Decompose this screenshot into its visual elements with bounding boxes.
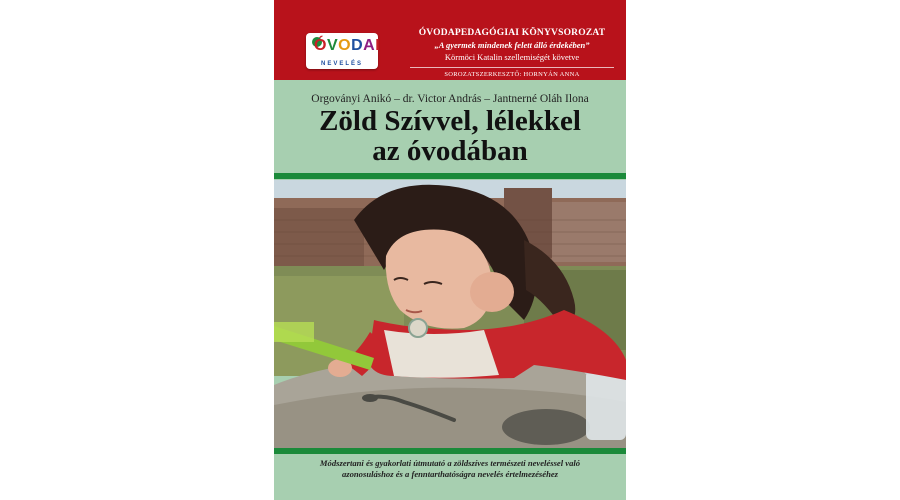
cover-subtitle-line2: azonosuláshoz és a fenntarthatóságra nevelés értelmezéséhez	[341, 469, 559, 479]
cover-photo	[274, 180, 626, 448]
series-motto: „A gyermek mindenek felett álló érdekében”	[434, 40, 590, 50]
divider	[410, 67, 614, 68]
logo-letter: Ó	[314, 37, 327, 54]
logo-letter: V	[326, 37, 339, 54]
logo-letter: O	[338, 37, 352, 54]
book-cover	[274, 0, 626, 500]
logo-subtext: NEVELÉS	[320, 61, 363, 67]
logo-word	[314, 36, 381, 56]
cover-subtitle	[274, 458, 626, 480]
cover-header	[274, 0, 626, 80]
book-title	[274, 106, 626, 166]
cover-subtitle-line1: Módszertani és gyakorlati útmutató a zöldszíves természeti neveléssel való	[319, 458, 581, 468]
series-info	[402, 27, 622, 80]
series-editor: SOROZATSZERKESZTŐ: HORNYÁN ANNA	[444, 71, 580, 78]
series-title: ÓVODAPEDAGÓGIAI KÖNYVSOROZAT	[418, 28, 606, 38]
divider	[274, 173, 626, 179]
logo-letter: D	[351, 37, 364, 54]
ovodai-neveles-logo	[306, 33, 381, 69]
book-title-line2: az óvodában	[372, 135, 528, 167]
divider	[274, 448, 626, 454]
logo-letter: I	[375, 37, 381, 54]
logo-letter: A	[363, 37, 376, 54]
book-title-line1: Zöld Szívvel, lélekkel	[319, 105, 581, 137]
photo-child-magnifier-lizard-icon	[274, 180, 626, 448]
book-authors: Orgoványi Anikó – dr. Victor András – Jantnerné Oláh Ilona	[311, 93, 589, 105]
series-follow: Körmöci Katalin szellemiségét követve	[444, 52, 580, 62]
